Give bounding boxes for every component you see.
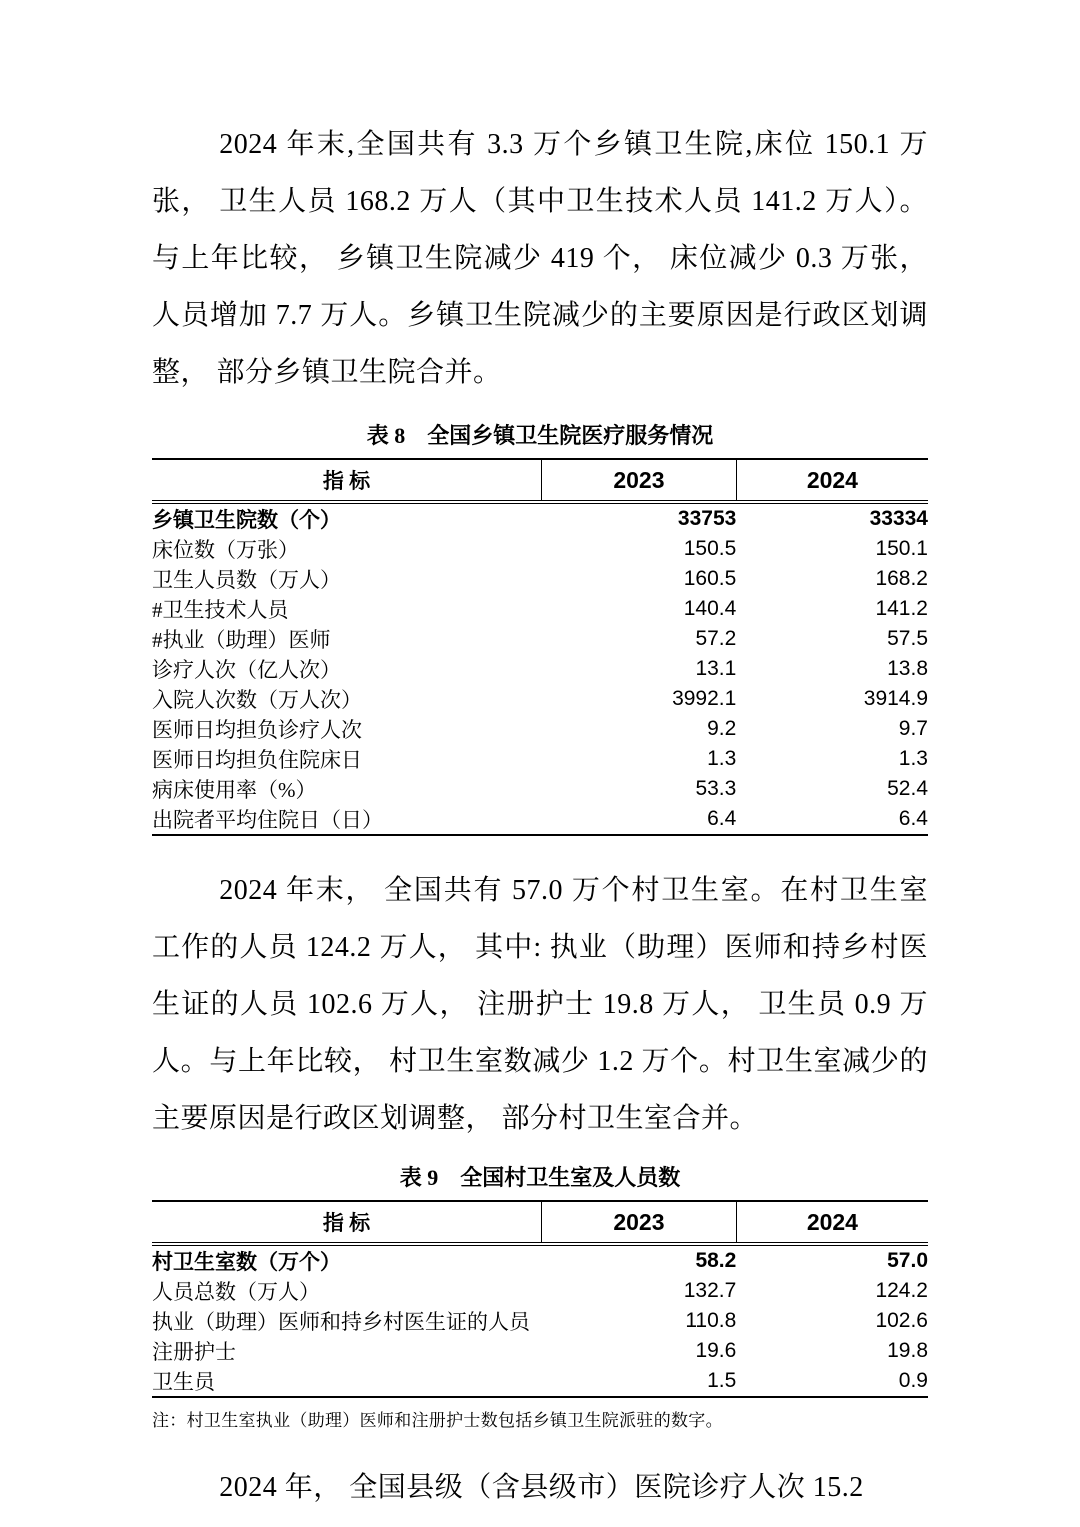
table9-footnote: 注：村卫生室执业（助理）医师和注册护士数包括乡镇卫生院派驻的数字。	[152, 1411, 723, 1430]
table9-header-indicator: 指 标	[152, 1201, 542, 1244]
value-2024-cell: 102.6	[875, 1309, 928, 1332]
indicator-cell: 执业（助理）医师和持乡村医生证的人员	[152, 1310, 530, 1334]
value-2024-cell: 13.8	[887, 657, 928, 680]
value-2024-cell: 6.4	[736, 804, 928, 835]
value-2023-cell: 9.2	[707, 717, 737, 740]
table-row	[152, 594, 928, 624]
indicator-cell: 诊疗人次（亿人次）	[152, 658, 341, 682]
table-row	[152, 684, 928, 714]
table9-header-2024: 2024	[736, 1201, 928, 1244]
table-row	[152, 1336, 928, 1366]
table-row	[152, 564, 928, 594]
table-row	[152, 502, 928, 534]
table-row	[152, 774, 928, 804]
table9-title: 表 9 全国村卫生室及人员数	[399, 1165, 681, 1190]
value-2023-cell: 53.3	[695, 777, 737, 800]
value-2023-cell: 19.6	[695, 1339, 737, 1362]
table-row	[152, 714, 928, 744]
value-2023-cell: 110.8	[685, 1309, 737, 1332]
table-row	[152, 624, 928, 654]
indicator-cell: 医师日均担负诊疗人次	[152, 718, 362, 742]
value-2023-cell: 57.2	[695, 627, 737, 650]
table9-header-row	[152, 1201, 928, 1244]
table-row	[152, 804, 928, 835]
value-2024-cell: 124.2	[875, 1279, 928, 1302]
paragraph-village-clinics: 2024 年末， 全国共有 57.0 万个村卫生室。在村卫生室工作的人员 124.2 万人， 其中: 执业（助理）医师和持乡村医生证的人员 102.6 万人， 注册护士 19.8 万人， 卫生员 0.9 万人。与上年比较， 村卫生室数减少 1.2 万个。村卫生室减少的主要原因是行政区划调整， 部分村卫生室合并。	[152, 875, 928, 1134]
indicator-cell: 村卫生室数（万个）	[152, 1250, 341, 1274]
indicator-cell: 出院者平均住院日（日）	[152, 804, 542, 835]
indicator-cell: #执业（助理）医师	[152, 628, 331, 652]
value-2024-cell: 0.9	[736, 1366, 928, 1397]
table9-village-clinics-personnel	[152, 1200, 928, 1398]
value-2023-cell: 6.4	[542, 804, 737, 835]
table8-header-2023: 2023	[542, 459, 737, 502]
value-2023-cell: 33753	[677, 507, 737, 530]
table8-header-row	[152, 459, 928, 502]
value-2024-cell: 1.3	[898, 747, 928, 770]
indicator-cell: #卫生技术人员	[152, 598, 289, 622]
value-2024-cell: 141.2	[875, 597, 928, 620]
value-2023-cell: 3992.1	[672, 687, 737, 710]
value-2023-cell: 1.5	[542, 1366, 737, 1397]
value-2023-cell: 132.7	[683, 1279, 737, 1302]
table9-header-2023: 2023	[542, 1201, 737, 1244]
value-2023-cell: 160.5	[683, 567, 737, 590]
table8-body	[152, 502, 928, 835]
indicator-cell: 乡镇卫生院数（个）	[152, 508, 341, 532]
table-row	[152, 744, 928, 774]
table-row	[152, 1276, 928, 1306]
value-2024-cell: 52.4	[887, 777, 928, 800]
value-2024-cell: 168.2	[875, 567, 928, 590]
table9-body	[152, 1244, 928, 1397]
value-2024-cell: 33334	[869, 507, 928, 530]
table8-header-2024: 2024	[736, 459, 928, 502]
indicator-cell: 卫生人员数（万人）	[152, 568, 341, 592]
indicator-cell: 注册护士	[152, 1340, 236, 1364]
paragraph-county-hospitals: 2024 年， 全国县级（含县级市）医院诊疗人次 15.2	[219, 1472, 864, 1503]
table-row	[152, 1244, 928, 1276]
table-row	[152, 1306, 928, 1336]
value-2024-cell: 3914.9	[863, 687, 928, 710]
document-page	[152, 0, 928, 1516]
table8-township-health-center-services	[152, 458, 928, 836]
indicator-cell: 入院人次数（万人次）	[152, 688, 362, 712]
table-row	[152, 534, 928, 564]
indicator-cell: 人员总数（万人）	[152, 1280, 320, 1304]
value-2024-cell: 57.0	[887, 1249, 928, 1272]
value-2023-cell: 140.4	[683, 597, 737, 620]
table-row	[152, 654, 928, 684]
value-2024-cell: 9.7	[898, 717, 928, 740]
indicator-cell: 医师日均担负住院床日	[152, 748, 362, 772]
table-row	[152, 1366, 928, 1397]
indicator-cell: 床位数（万张）	[152, 538, 299, 562]
value-2024-cell: 19.8	[887, 1339, 928, 1362]
table8-header-indicator: 指 标	[152, 459, 542, 502]
paragraph-township-health-centers: 2024 年末,全国共有 3.3 万个乡镇卫生院,床位 150.1 万张， 卫生人员 168.2 万人（其中卫生技术人员 141.2 万人）。与上年比较， 乡镇卫生院减少 419 个， 床位减少 0.3 万张， 人员增加 7.7 万人。乡镇卫生院减少的主要原因是行政区划调整， 部分乡镇卫生院合并。	[152, 129, 928, 388]
indicator-cell: 病床使用率（%）	[152, 778, 317, 802]
value-2023-cell: 58.2	[695, 1249, 737, 1272]
value-2024-cell: 57.5	[887, 627, 928, 650]
value-2024-cell: 150.1	[875, 537, 928, 560]
value-2023-cell: 13.1	[695, 657, 737, 680]
indicator-cell: 卫生员	[152, 1366, 542, 1397]
table8-title: 表 8 全国乡镇卫生院医疗服务情况	[366, 423, 714, 448]
value-2023-cell: 150.5	[683, 537, 737, 560]
value-2023-cell: 1.3	[707, 747, 737, 770]
